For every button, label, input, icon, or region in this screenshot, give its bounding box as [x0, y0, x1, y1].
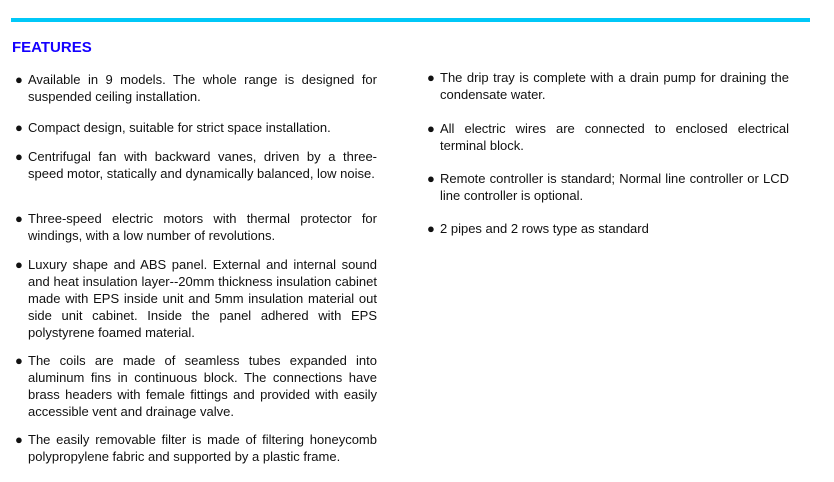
bullet-icon: ● [15, 257, 23, 272]
feature-item: ● Centrifugal fan with backward vanes, driven by a three-speed motor, statically and dynamically balanced, low noise. [15, 149, 377, 181]
feature-item: ● Compact design, suitable for strict space installation. [15, 120, 331, 135]
feature-item: ● All electric wires are connected to enclosed electrical terminal block. [427, 121, 789, 153]
feature-item: ● The coils are made of seamless tubes expanded into aluminum fins in continuous block. The connections have brass headers with female fittings and provided with easily accessible vent and drainage valve. [15, 353, 377, 419]
bullet-icon: ● [15, 432, 23, 447]
bullet-icon: ● [15, 120, 23, 135]
feature-item: ● Remote controller is standard; Normal line controller or LCD line controller is optional. [427, 171, 789, 203]
bullet-icon: ● [15, 72, 23, 87]
feature-item: ● Luxury shape and ABS panel. External and internal sound and heat insulation layer--20mm thickness insulation cabinet made with EPS inside unit and 5mm insulation material out side unit cabinet. Inside the panel adhered with EPS polystyrene foamed material. [15, 257, 377, 340]
bullet-icon: ● [427, 121, 435, 136]
feature-item: ● Available in 9 models. The whole range is designed for suspended ceiling installation. [15, 72, 377, 104]
feature-item: ● 2 pipes and 2 rows type as standard [427, 221, 649, 236]
feature-item: ● Three-speed electric motors with thermal protector for windings, with a low number of revolutions. [15, 211, 377, 243]
bullet-icon: ● [15, 211, 23, 226]
feature-item: ● The drip tray is complete with a drain pump for draining the condensate water. [427, 70, 789, 102]
bullet-icon: ● [15, 149, 23, 164]
header-rule [11, 18, 810, 22]
section-title: FEATURES [12, 39, 92, 56]
bullet-icon: ● [427, 70, 435, 85]
bullet-icon: ● [427, 171, 435, 186]
bullet-icon: ● [427, 221, 435, 236]
bullet-icon: ● [15, 353, 23, 368]
feature-item: ● The easily removable filter is made of filtering honeycomb polypropylene fabric and supported by a plastic frame. [15, 432, 377, 464]
